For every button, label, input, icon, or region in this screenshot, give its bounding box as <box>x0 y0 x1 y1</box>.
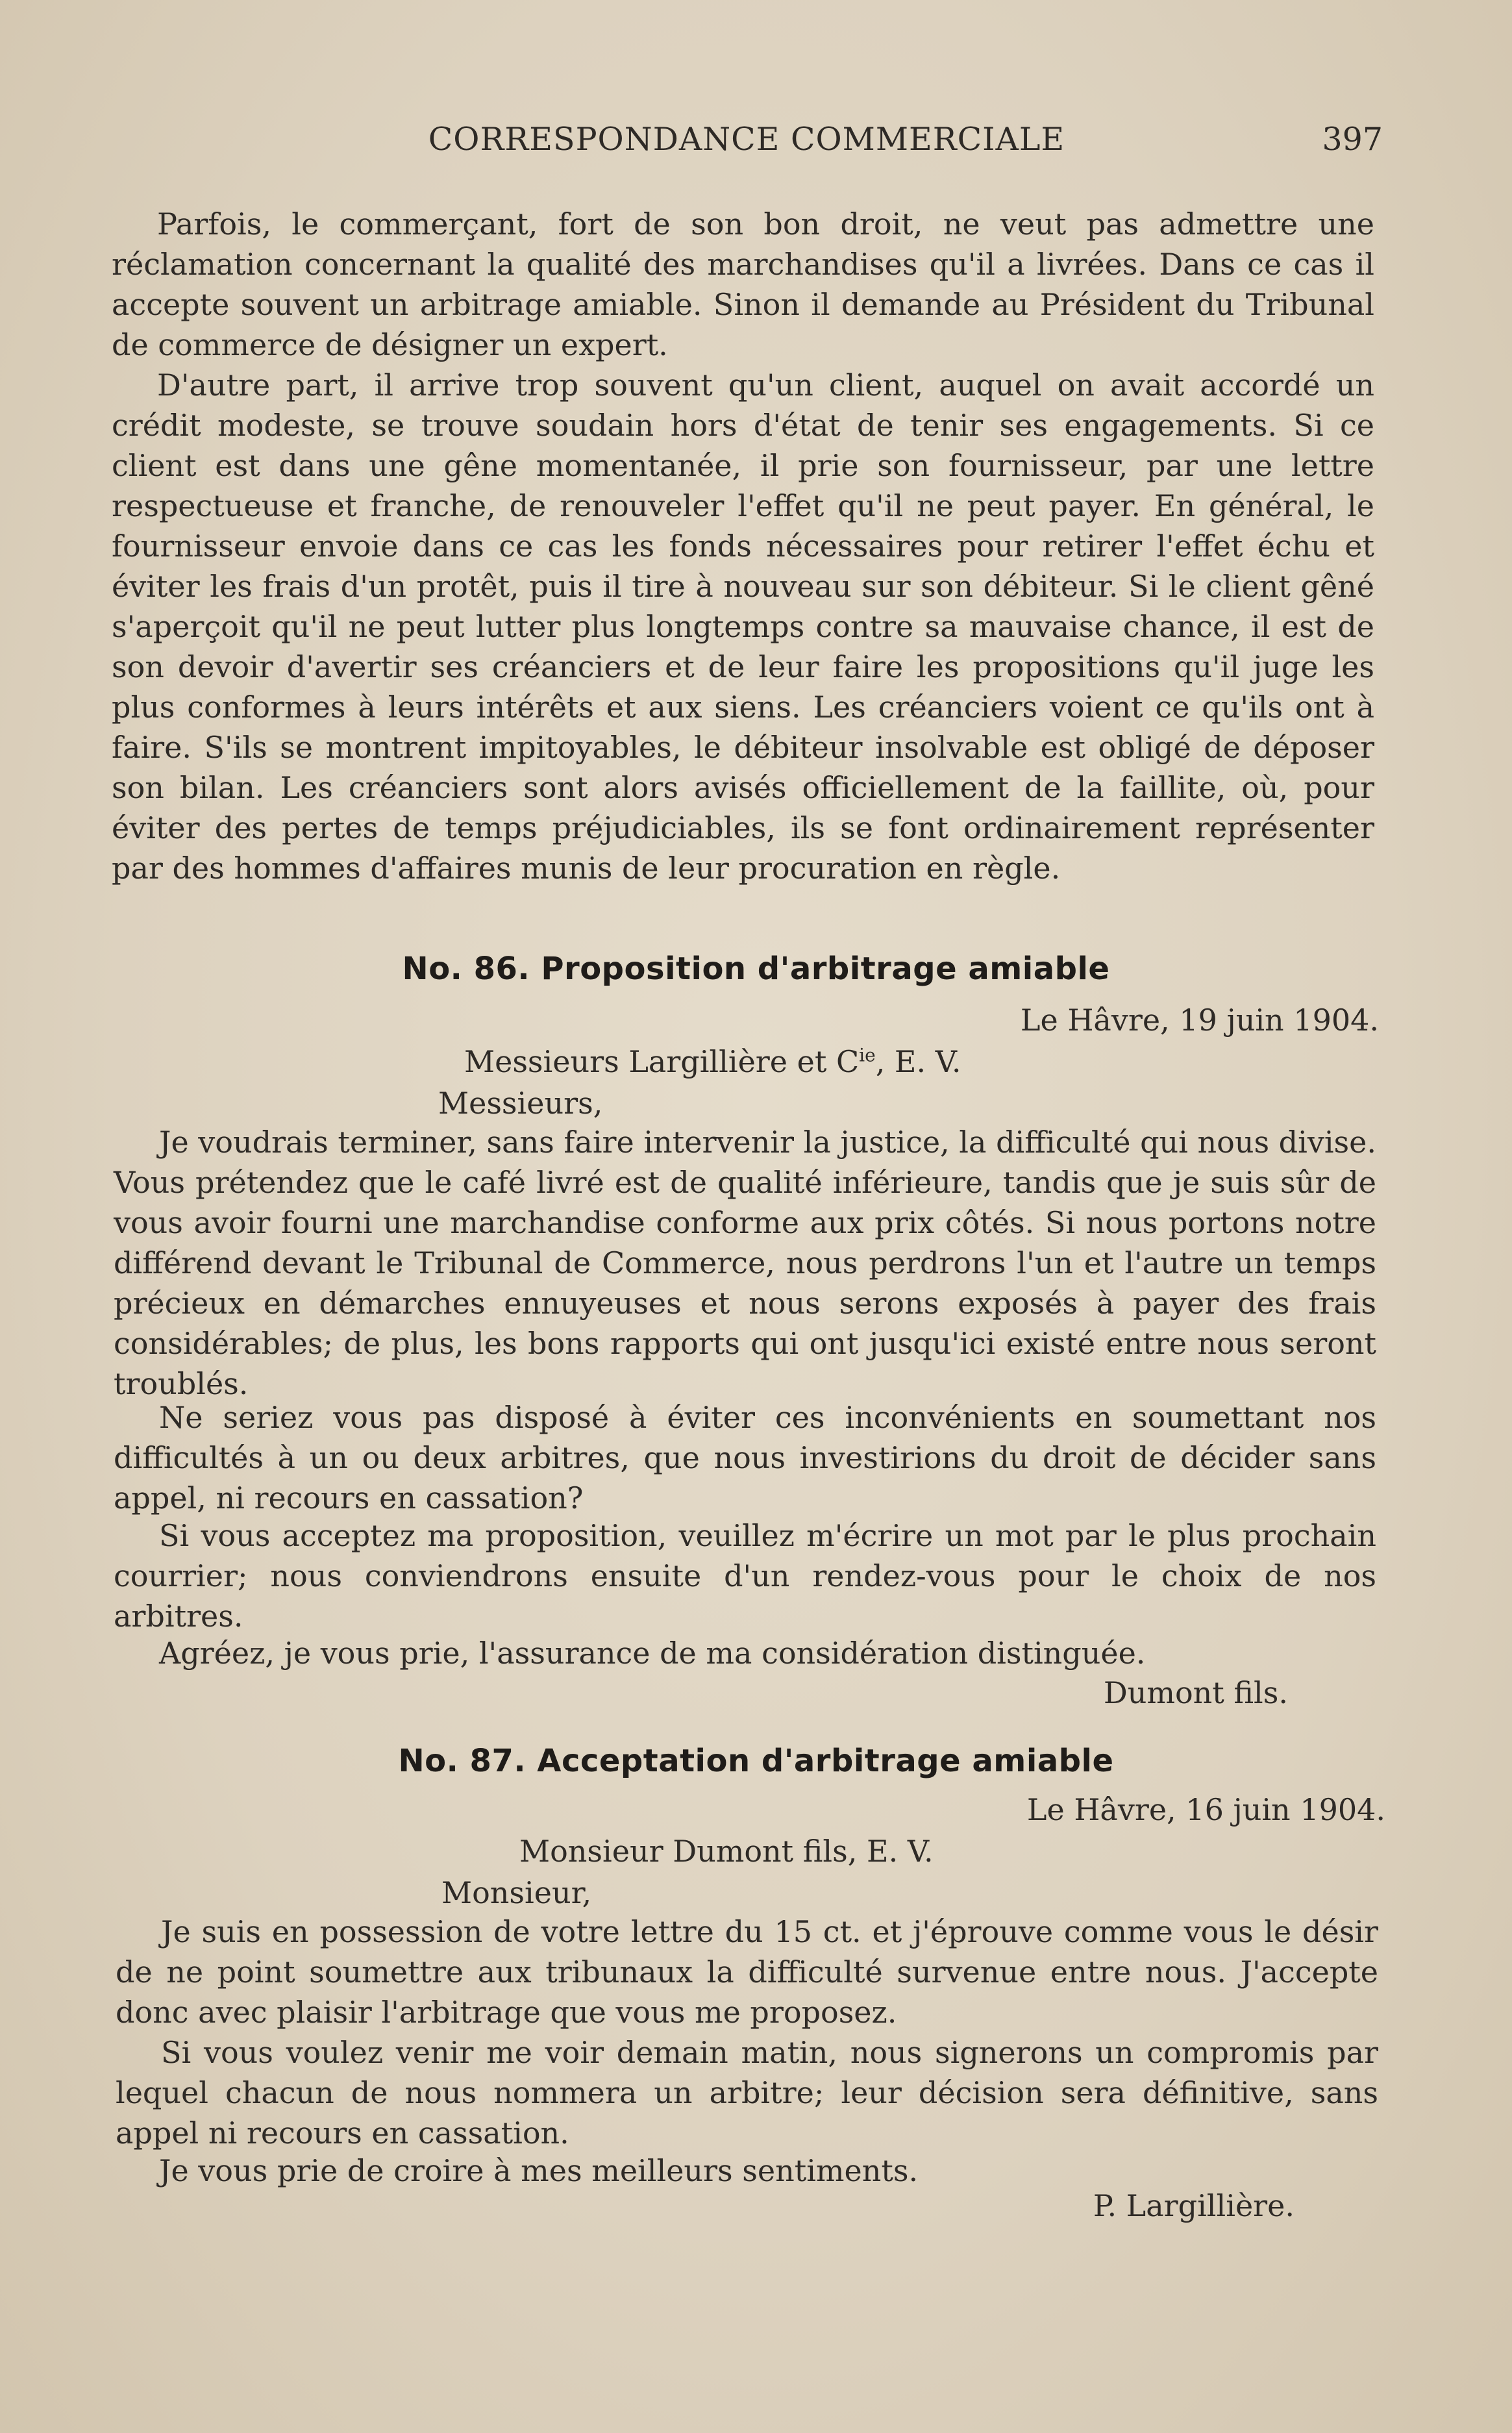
letter-87-closing: Je vous prie de croire à mes meilleurs sentiments. <box>159 2153 919 2188</box>
letter-86-heading: No. 86. Proposition d'arbitrage amiable <box>402 951 1110 987</box>
letter-86-addressee: Messieurs Largillière et $C^{ie}$, E. V. <box>464 1044 961 1079</box>
letter-86-paragraph-2: Ne seriez vous pas disposé à éviter ces inconvénients en soumettant nos difficultés à un ou deux arbitres, que nous investirions du droit de décider sans appel, ni recours en cassation? <box>114 1400 1376 1516</box>
letter-86-closing: Agréez, je vous prie, l'assurance de ma considération distinguée. <box>159 1636 1146 1671</box>
letter-87-heading: No. 87. Acceptation d'arbitrage amiable <box>398 1743 1114 1779</box>
running-title: CORRESPONDANCE COMMERCIALE <box>428 121 1065 158</box>
page-number: 397 <box>1322 121 1383 158</box>
intro-paragraph-1: Parfois, le commerçant, fort de son bon droit, ne veut pas admettre une réclamation concernant la qualité des marchandises qu'il a livrées. Dans ce cas il accepte souvent un arbitrage amiable. Sinon il demande au Président du Tribunal de commerce de désigner un expert. <box>112 206 1374 362</box>
letter-86-salutation: Messieurs, <box>438 1086 603 1121</box>
letter-86-paragraph-1: Je voudrais terminer, sans faire intervenir la justice, la difficulté qui nous divise. Vous prétendez que le café livré est de qualité inférieure, tandis que je suis sûr de vous avoir fourni une marchandise conforme aux prix côtés. Si nous portons notre différend devant le Tribunal de Commerce, nous perdrons l'un et l'autre un temps précieux en démarches ennuyeuses et nous serons exposés à payer des frais considérables; de plus, les bons rapports qui ont jusqu'ici existé entre nous seront troublés. <box>114 1125 1376 1401</box>
letter-87-addressee: Monsieur Dumont fils, E. V. <box>519 1834 934 1869</box>
letter-86-place-date: Le Hâvre, 19 juin 1904. <box>1020 1003 1379 1038</box>
letter-87-salutation: Monsieur, <box>441 1875 592 1910</box>
letter-86-paragraph-3: Si vous acceptez ma proposition, veuillez m'écrire un mot par le plus prochain courrier; nous conviendrons ensuite d'un rendez-vous pour le choix de nos arbitres. <box>114 1518 1376 1634</box>
intro-paragraph-2: D'autre part, il arrive trop souvent qu'un client, auquel on avait accordé un crédit modeste, se trouve soudain hors d'état de tenir ses engagements. Si ce client est dans une gêne momentanée, il prie son fournisseur, par une lettre respectueuse et franche, de renouveler l'effet qu'il ne peut payer. En général, le fournisseur envoie dans ce cas les fonds nécessaires pour retirer l'effet échu et éviter les frais d'un protêt, puis il tire à nouveau sur son débiteur. Si le client gêné s'aperçoit qu'il ne peut lutter plus longtemps contre sa mauvaise chance, il est de son devoir d'avertir ses créanciers et de leur faire les propositions qu'il juge les plus conformes à leurs intérêts et aux siens. Les créanciers voient ce qu'ils ont à faire. S'ils se montrent impitoyables, le débiteur insolvable est obligé de déposer son bilan. Les créanciers sont alors avisés officiellement de la faillite, où, pour éviter des pertes de temps préjudiciables, ils se font ordinairement représenter par des hommes d'affaires munis de leur procuration en règle. <box>112 368 1374 886</box>
letter-87-place-date: Le Hâvre, 16 juin 1904. <box>1026 1792 1385 1827</box>
letter-86-signature: Dumont fils. <box>1103 1675 1288 1710</box>
letter-87-paragraph-1: Je suis en possession de votre lettre du 15 ct. et j'éprouve comme vous le désir de ne point soumettre aux tribunaux la difficulté survenue entre nous. J'accepte donc avec plaisir l'arbitrage que vous me proposez. <box>116 1914 1378 2030</box>
letter-87-signature: P. Largillière. <box>1093 2188 1295 2223</box>
letter-87-paragraph-2: Si vous voulez venir me voir demain matin, nous signerons un compromis par lequel chacun de nous nommera un arbitre; leur décision sera définitive, sans appel ni recours en cassation. <box>116 2035 1378 2151</box>
page-header <box>110 121 1383 173</box>
